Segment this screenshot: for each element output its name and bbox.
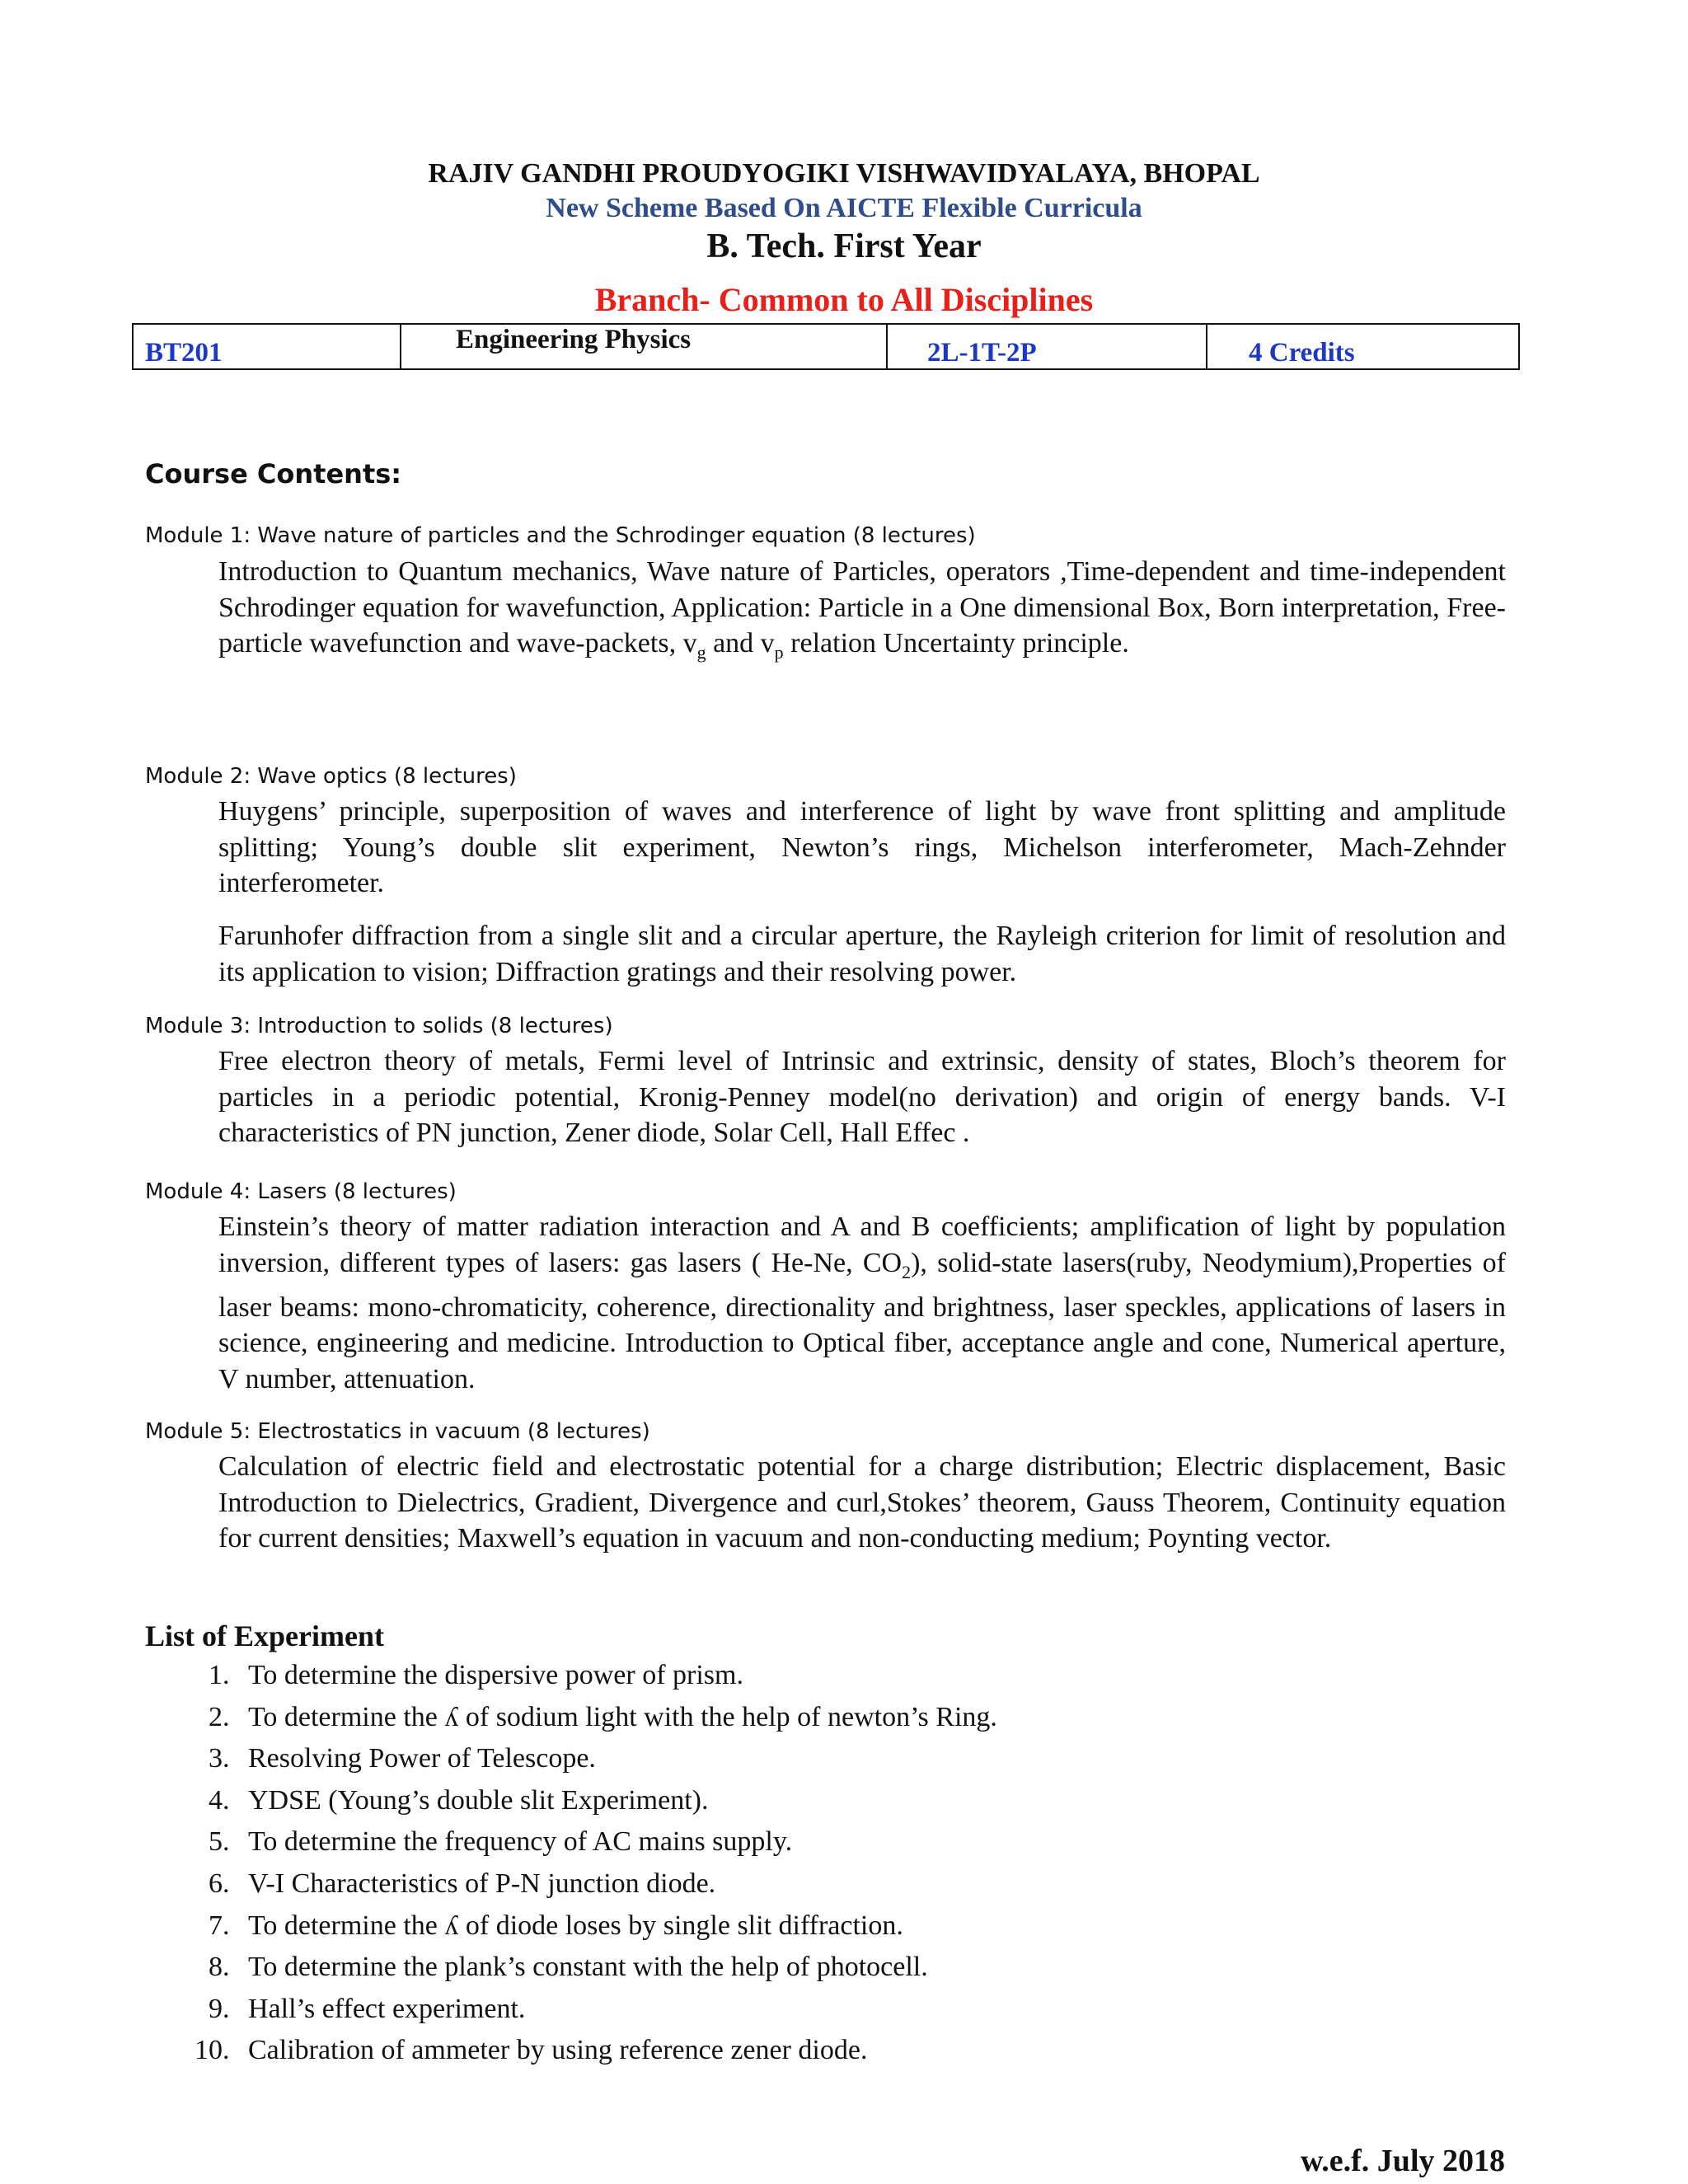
- course-name: Engineering Physics: [401, 324, 887, 369]
- module-1-title: Module 1: Wave nature of particles and the Schrodinger equation (8 lectures): [145, 523, 976, 548]
- course-info-table: [132, 323, 1520, 370]
- experiment-item: 2. To determine the ʎ of sodium light with the help of newton’s Ring.: [237, 1697, 997, 1739]
- experiment-item: 10. Calibration of ammeter by using reference zener diode.: [237, 2030, 997, 2072]
- experiment-item: 5. To determine the frequency of AC mains supply.: [237, 1821, 997, 1863]
- experiment-item: 1. To determine the dispersive power of prism.: [237, 1655, 997, 1697]
- experiment-item: 6. V-I Characteristics of P-N junction diode.: [237, 1863, 997, 1905]
- effective-date: w.e.f. July 2018: [1300, 2144, 1505, 2178]
- experiment-item: 7. To determine the ʎ of diode loses by single slit diffraction.: [237, 1905, 997, 1947]
- module-5-title: Module 5: Electrostatics in vacuum (8 lectures): [145, 1419, 650, 1444]
- course-ltp: 2L-1T-2P: [887, 324, 1207, 369]
- module-2-content: Huygens’ principle, superposition of waves and interference of light by wave front splitting and amplitude splitting; Young’s double slit experiment, Newton’s rings, Michelson interferometer, Mach-Zehnder interferometer.: [218, 796, 1506, 898]
- module-4-content: Einstein’s theory of matter radiation interaction and A and B coefficients; amplification of light by population inversion, different types of lasers: gas lasers ( He-Ne, $CO_2$), solid-state lasers(ruby, Neodymium),Properties of laser beams: mono-chromaticity, coherence, directionality and brightness, laser speckles, applications of lasers in science, engineering and medicine. Introduction to Optical fiber, acceptance angle and cone, Numerical aperture, V number, attenuation.: [218, 1212, 1506, 1394]
- module-5-content: Calculation of electric field and electrostatic potential for a charge distribution; Electric displacement, Basic Introduction to Dielectrics, Gradient, Divergence and curl,Stokes’ theorem, Gauss Theorem, Continuity equation for current densities; Maxwell’s equation in vacuum and non-conducting medium; Poynting vector.: [218, 1451, 1506, 1554]
- experiment-item: 9. Hall’s effect experiment.: [237, 1989, 997, 2031]
- module-3-content: Free electron theory of metals, Fermi level of Intrinsic and extrinsic, density of states, Bloch’s theorem for particles in a periodic potential, Kronig-Penney model(no derivation) and origin of energy bands. V-I characteristics of PN junction, Zener diode, Solar Cell, Hall Effec .: [218, 1046, 1506, 1148]
- module-3-title: Module 3: Introduction to solids (8 lectures): [145, 1014, 613, 1038]
- university-name: RAJIV GANDHI PROUDYOGIKI VISHWAVIDYALAYA, BHOPAL: [428, 158, 1260, 189]
- year-title: B. Tech. First Year: [706, 227, 982, 265]
- module-1-content: Introduction to Quantum mechanics, Wave nature of Particles, operators ,Time-dependent and time-independent Schrodinger equation for wavefunction, Application: Particle in a One dimensional Box, Born interpretation, Free-particle wavefunction and wave-packets, $v_g$ and $v_p$ relation Uncertainty principle.: [218, 556, 1506, 663]
- module-2-title: Module 2: Wave optics (8 lectures): [145, 764, 517, 789]
- experiment-list-heading: List of Experiment: [145, 1619, 384, 1652]
- course-contents-heading: Course Contents:: [145, 458, 402, 490]
- experiment-item: 3. Resolving Power of Telescope.: [237, 1738, 997, 1780]
- experiment-item: 4. YDSE (Young’s double slit Experiment).: [237, 1780, 997, 1822]
- module-4-title: Module 4: Lasers (8 lectures): [145, 1179, 457, 1204]
- branch-title: Branch- Common to All Disciplines: [594, 281, 1094, 318]
- scheme-subtitle: New Scheme Based On AICTE Flexible Curricula: [546, 193, 1142, 223]
- course-info-row: [133, 324, 1519, 369]
- course-credits: 4 Credits: [1207, 324, 1519, 369]
- experiment-item: 8. To determine the plank’s constant with the help of photocell.: [237, 1947, 997, 1989]
- module-2-content-2: Farunhofer diffraction from a single slit and a circular aperture, the Rayleigh criterion for limit of resolution and its application to vision; Diffraction gratings and their resolving power.: [218, 921, 1506, 987]
- course-code: BT201: [133, 324, 401, 369]
- experiment-list: [232, 1655, 997, 2072]
